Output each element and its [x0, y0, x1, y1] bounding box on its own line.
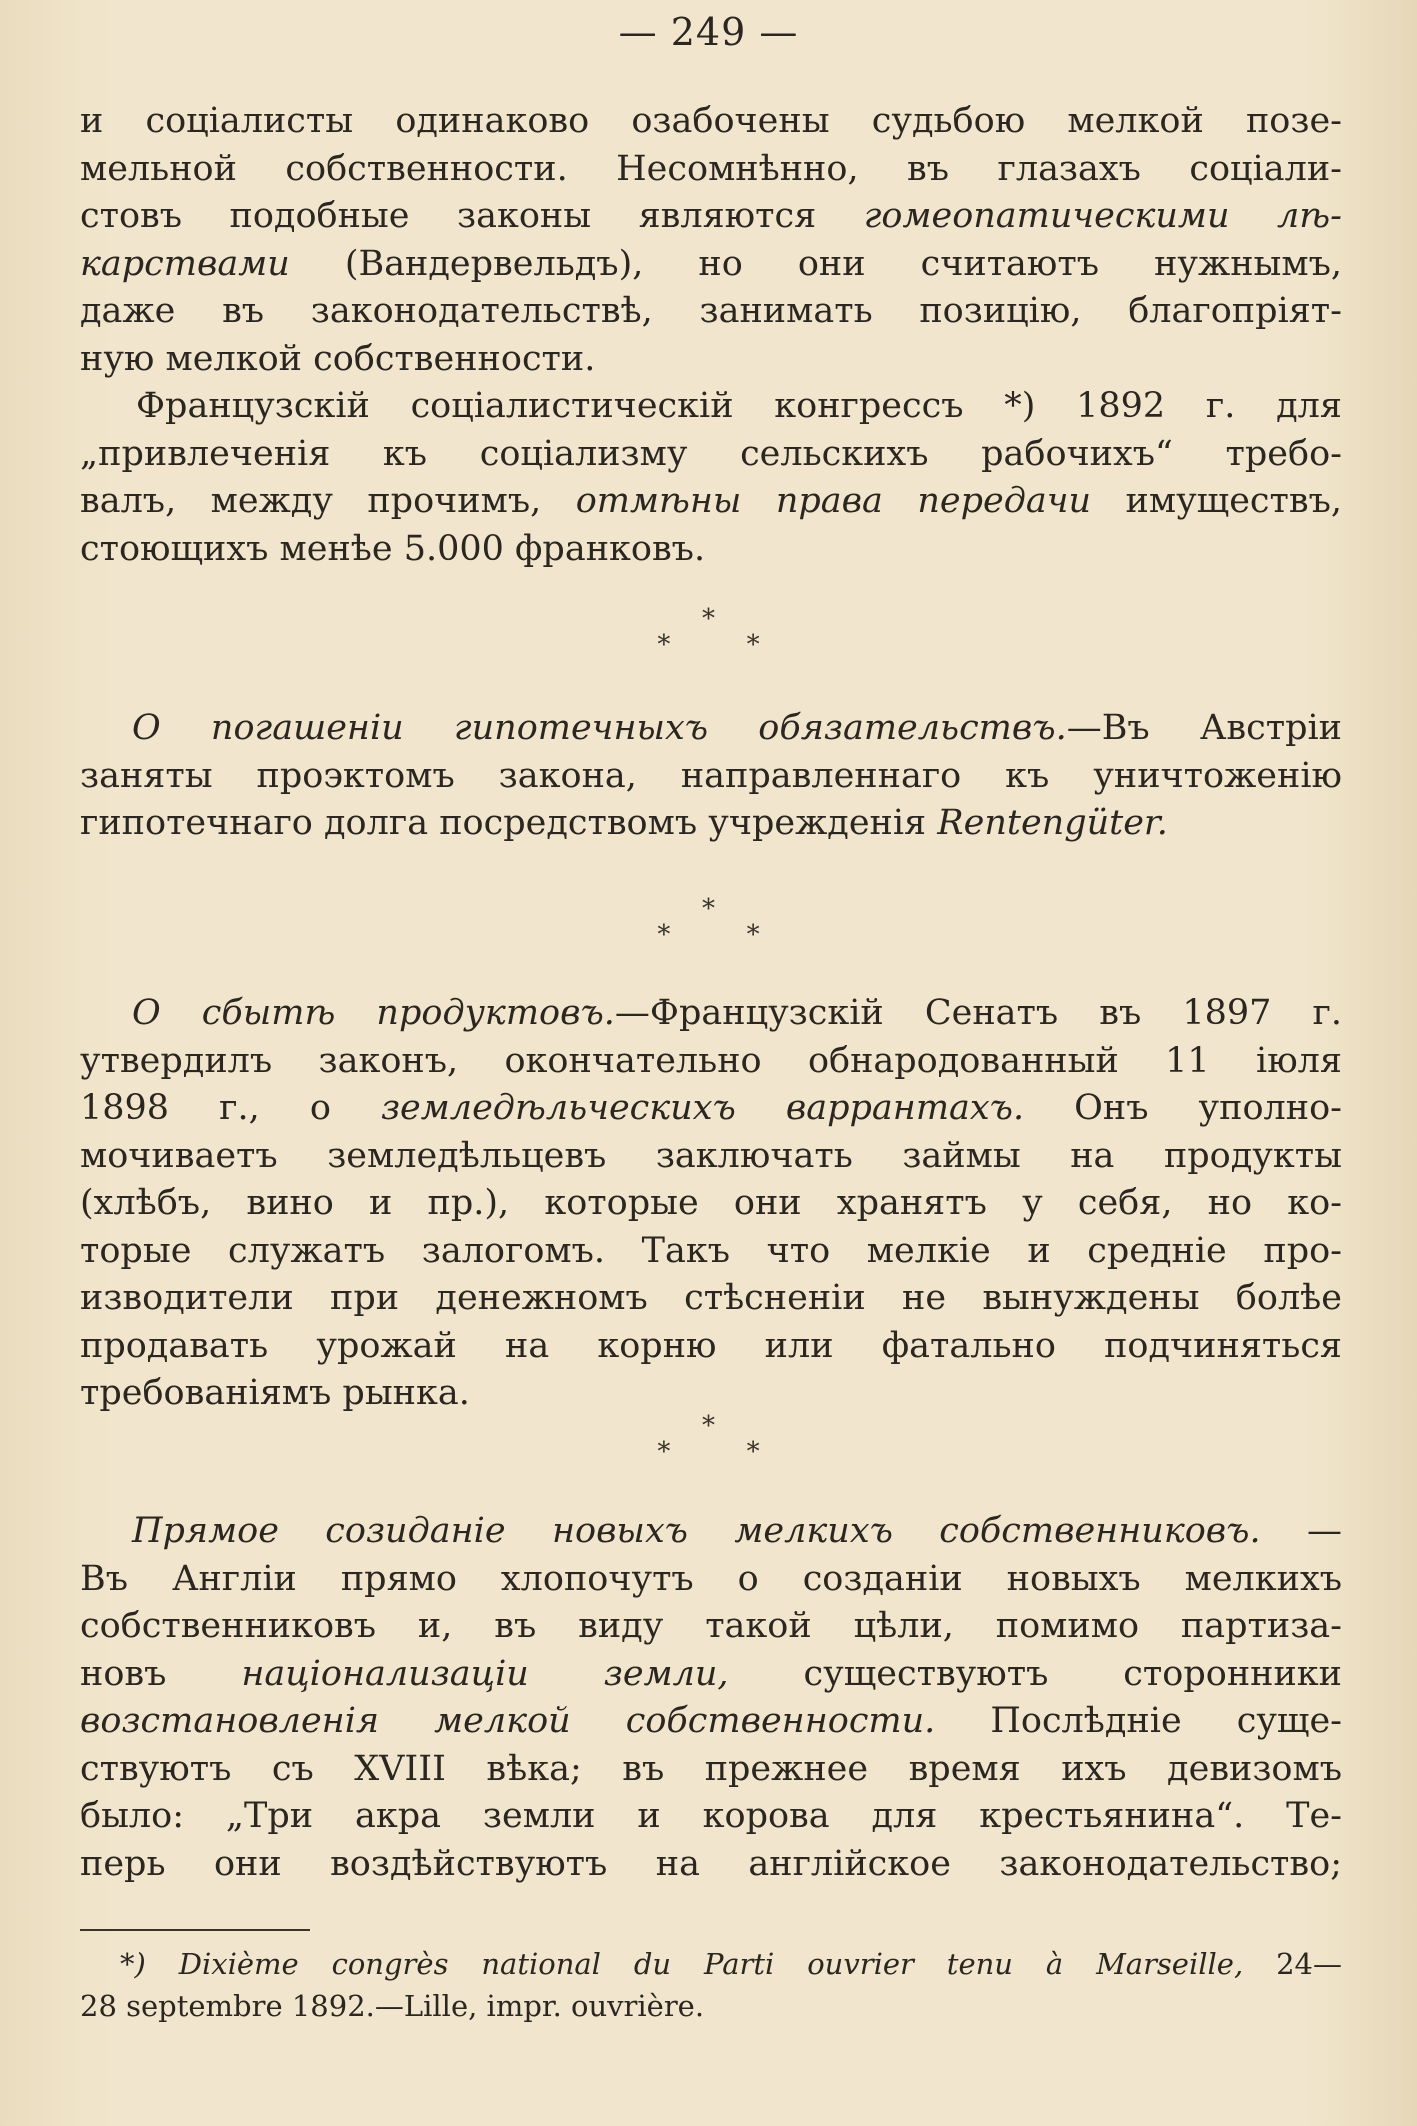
footnote: [80, 1943, 1342, 2027]
text-line: изводители при денежномъ стѣсненіи не вынуждены болѣе: [80, 1278, 1342, 1318]
page-number: — 249 —: [618, 10, 799, 54]
text-line: было: „Три акра земли и корова для крестьянина“. Те-: [80, 1796, 1342, 1836]
text-line: Прямое созиданіе новыхъ мелкихъ собственниковъ. —: [132, 1511, 1342, 1551]
section-sales: [80, 990, 1342, 1418]
text-line: стоющихъ менѣе 5.000 франковъ.: [80, 528, 706, 569]
text-line: торые служатъ залогомъ. Такъ что мелкіе и средніе про-: [80, 1230, 1342, 1271]
section-heading: Прямое созиданіе новыхъ мелкихъ собственниковъ.: [132, 1511, 1261, 1551]
footnote-italic: *) Dixième congrès national du Parti ouvrier tenu à Marseille,: [120, 1947, 1244, 1981]
text-line: „привлеченія къ соціализму сельскихъ рабочихъ“ требо-: [80, 433, 1342, 474]
text-line: гипотечнаго долга посредствомъ учрежденія Rentengüter.: [80, 803, 1168, 843]
section-new-owners: [80, 1508, 1342, 1888]
italic-term: Rentengüter.: [937, 803, 1168, 843]
italic-phrase: отмѣны права передачи: [575, 481, 1092, 521]
text-line: новъ націонализаціи земли, существуютъ сторонники: [80, 1653, 1343, 1694]
italic-phrase: гомеопатическими лѣ-: [863, 196, 1342, 236]
text-line: 1898 г., о земледѣльческихъ варрантахъ. Онъ уполно-: [80, 1088, 1342, 1128]
text-line: мочиваетъ земледѣльцевъ заключать займы на продукты: [80, 1135, 1342, 1176]
paragraph-2: [80, 383, 1342, 573]
text-line: требованіямъ рынка.: [80, 1373, 470, 1413]
text-line: О погашеніи гипотечныхъ обязательствъ.—Въ Австріи: [132, 708, 1342, 748]
section-heading: О сбытѣ продуктовъ.: [132, 993, 615, 1033]
section-heading: О погашеніи гипотечныхъ обязательствъ.: [132, 708, 1067, 748]
text-line: ную мелкой собственности.: [80, 338, 596, 379]
text-line: (хлѣбъ, вино и пр.), которые они хранятъ у себя, но ко-: [80, 1183, 1342, 1223]
text-line: возстановленія мелкой собственности. Послѣдніе суще-: [80, 1701, 1342, 1741]
text-line: и соціалисты одинаково озабочены судьбою мелкой позе-: [80, 101, 1342, 141]
separator-asterisks: * * *: [657, 604, 794, 660]
text-line: карствами (Вандервельдъ), но они считаютъ нужнымъ,: [80, 243, 1342, 284]
paragraph-1: [80, 98, 1342, 383]
text-line: даже въ законодательствѣ, занимать позицію, благопріят-: [80, 291, 1342, 331]
text-line: утвердилъ законъ, окончательно обнародованный 11 іюля: [80, 1040, 1342, 1081]
text-line: собственниковъ и, въ виду такой цѣли, помимо партиза-: [80, 1606, 1342, 1646]
text-line: Французскій соціалистическій конгрессъ *) 1892 г. для: [136, 386, 1342, 426]
text-line: ствуютъ съ XVIII вѣка; въ прежнее время ихъ девизомъ: [80, 1748, 1342, 1789]
text-line: стовъ подобные законы являются гомеопатическими лѣ-: [80, 196, 1342, 236]
text-line: мельной собственности. Несомнѣнно, въ глазахъ соціали-: [80, 148, 1342, 189]
footnote-rule: [80, 1929, 310, 1931]
italic-phrase: возстановленія мелкой собственности.: [80, 1701, 936, 1741]
text-line: Въ Англіи прямо хлопочутъ о созданіи новыхъ мелкихъ: [80, 1558, 1342, 1599]
separator-asterisks: * * *: [657, 1411, 794, 1467]
footnote-line: *) Dixième congrès national du Parti ouvrier tenu à Marseille, 24—: [120, 1947, 1342, 1981]
text-line: продавать урожай на корню или фатально подчиняться: [80, 1325, 1342, 1366]
section-mortgage: [80, 705, 1342, 848]
text-line: заняты проэктомъ закона, направленнаго къ уничтоженію: [80, 755, 1342, 796]
italic-phrase: карствами: [80, 243, 290, 284]
italic-phrase: земледѣльческихъ варрантахъ.: [380, 1088, 1025, 1128]
text-line: перь они воздѣйствуютъ на англійское законодательство;: [80, 1843, 1342, 1884]
separator-asterisks: * * *: [657, 894, 794, 950]
text-line: валъ, между прочимъ, отмѣны права передачи имуществъ,: [80, 481, 1342, 521]
italic-phrase: націонализаціи земли,: [241, 1653, 729, 1694]
footnote-line: 28 septembre 1892.—Lille, impr. ouvrière.: [80, 1989, 705, 2023]
text-line: О сбытѣ продуктовъ.—Французскій Сенатъ въ 1897 г.: [132, 993, 1342, 1033]
